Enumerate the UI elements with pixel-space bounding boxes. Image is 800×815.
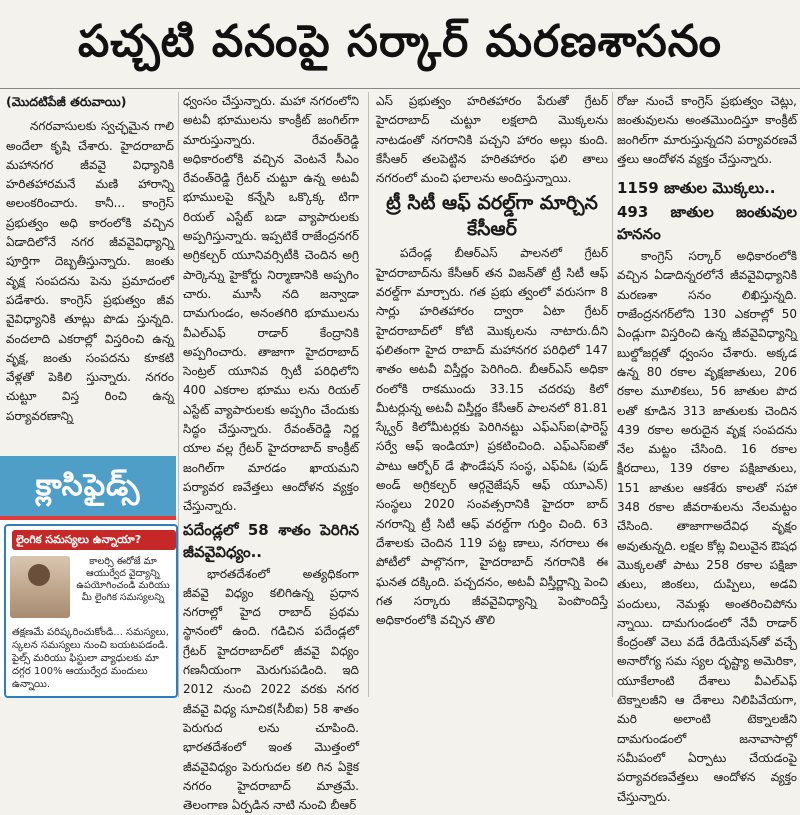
article-column-3 [376,92,608,697]
paragraph: రోజు నుంచే కాంగ్రెస్ ప్రభుత్వం చెట్లు, జంతువులను అంతమొందిస్తూ కాంక్రీట్ జంగిల్‌గా మారుస్తున్నదని పర్యావరణవే త్తలు ఆందోళన వ్యక్తం చేస్తున్నారు. [617,94,797,166]
headline: పచ్చటి వనంపై సర్కార్ మరణశాసనం [77,16,722,67]
headline-rule [0,88,800,89]
classified-ad [4,524,178,698]
boxed-subheading: ట్రీ సిటీ ఆఫ్ వరల్డ్‌గా మార్చిన కేసీఆర్ [386,192,598,241]
subheading: 1159 జాతుల మొక్కలు.. [617,179,776,198]
paragraph: నగరవాసులకు స్వచ్ఛమైన గాలి అందేలా కృషి చేశారు. హైదరాబాద్ మహానగర జీవవై విధ్యానికి హరితహారమనే మణి హారాన్ని అలంకరించారు. కానీ... కాంగ్రెస్ ప్రభుత్వం అధి కారంలోకి వచ్చిన ఏడాదిలోనే నగర జీవవైవిధ్యాన్ని పూర్తిగా దెబ్బతీస్తున్నారు. జంతు వృక్ష సంపదను పెను ప్రమాదంలో పడేశారు. కాంగ్రెస్ ప్రభుత్వం జీవ వైవిధ్యానికి తూట్లు పొడు స్తున్నది. వందలాది ఎకరాల్లో విస్తరించి ఉన్న వృక్ష, జంతు సంపదను కూకటి వేళ్లతో పెకిలి స్తున్నారు. నగరం చుట్టూ విస్త రించి ఉన్న పర్యావరణాన్ని [6,119,174,423]
column-divider [612,92,613,697]
classifieds-title: క్లాసిఫైడ్స్ [0,456,176,516]
paragraph: భారతదేశంలో అత్యధికంగా జీవవై విధ్యం కలిగిఉన్న ప్రధాన నగరాల్లో హైద రాబాద్ ప్రథమ స్థానంలో ఉంది. గడిచిన పదేండ్లలో గ్రేటర్ హైదరాబాద్‌లో జీవవై విధ్యం గణనీయంగా మెరుగుపడింది. ఇది 2012 నుంచి 2022 వరకు నగర జీవవై విధ్య సూచిక(సీబీఐ) 58 శాతం పెరుగుద లను చూపింది. భారతదేశంలో ఇంత మొత్తంలో జీవవైవిధ్యం పెరుగుదల కలి గిన ఏకైక నగరం హైదరాబాద్ మాత్రమే. తెలంగాణ ఏర్పడిన నాటి నుంచి బీఆర్ [183,566,359,813]
classifieds-box [0,456,176,697]
ad-text: కాలర్సి ఈరోజే మా ఆయుర్వేద వైద్యాన్ని ఉపయోగించండి మరియు మీ లైంగిక సమస్యలన్ని [76,556,170,603]
continued-label: (మొదటిపేజీ తరువాయి) [6,94,127,109]
ad-question: లైంగిక సమస్యలు ఉన్నాయా? [12,530,176,550]
column-divider [178,92,179,697]
subheading: పదేండ్లలో 58 శాతం పెరిగిన జీవవైవిధ్యం.. [183,520,359,561]
article-column-2 [183,92,359,813]
paragraph: ఎస్ ప్రభుత్వం హరితహారం పేరుతో గ్రేటర్ హైదరాబాద్ చుట్టూ లక్షలాది మొక్కలను నాటడంతో నగరానికి పచ్చని హారం అల్లు కుంది. కేసీఆర్ తలపెట్టిన హరితహారం ఫలి తాలు నగరంలో మంచి ఫలాలను అందిస్తున్నాయి. [376,94,608,186]
subheading: 493 జాతుల జంతువుల హననం [617,203,797,244]
article-column-4 [617,92,797,804]
paragraph: పదేండ్ల బీఆర్ఎస్ పాలనలో గ్రేటర్ హైదరాబాద్‌ను కేసీఆర్ తన విజన్‌తో ట్రీ సిటీ ఆఫ్ వరల్డ్‌గా మార్చారు. గత ప్రభు త్వంలో వరుసగా 8 సార్లు హరితహారం ద్వారా ఏటా గ్రేటర్ హైదరాబాద్‌లో కోటి మొక్కలను నాటారు.దీని ఫలితంగా హైద రాబాద్ మహానగర పరిధిలో 147 శాతం అటవీ విస్తీర్ణం పెరిగింది. బీఆర్ఎస్ అధికా రంలోకి రాకముందు 33.15 చదరపు కిలో మీటర్లున్న అటవీ విస్తీర్ణం కేసీఆర్ పాలనలో 81.81 స్క్వేర్ కిలోమీటర్లకు పెరిగినట్టు ఎఫ్ఎస్ఐ(ఫారెస్ట్ సర్వే ఆఫ్ ఇండియా) ప్రకటించింది. ఎఫ్ఎస్ఐతో పాటు ఆర్బోర్ డే ఫౌండేషన్ సంస్థ, ఎఫ్ఏఓ (ఫుడ్ అండ్ అగ్రికల్చర్ ఆర్గనైజేషన్ ఆఫ్ యూఎన్) సంస్థలు 2020 సంవత్సరానికి హైదరా బాద్ నగరాన్ని ట్రీ సిటీ ఆఫ్ వరల్డ్‌గా గుర్తిం చింది. 63 దేశాలకు చెందిన 119 పట్ట ణాలు, నగరాలు ఈ పోటీలో పాల్గొనగా, హైదరాబాద్ నగరానికి ఈ ఘనత దక్కింది. పచ్చదనం, అటవీ విస్తీర్ణాన్ని పెంచి గత సర్కారు జీవవైవిధ్యాన్ని పెంపొందిస్తే అధికారంలోకి వచ్చిన తొలి [376,246,608,628]
article-column-1 [6,92,174,447]
ad-photo [10,556,70,618]
classifieds-strip [0,516,176,520]
column-divider [368,92,369,697]
paragraph: కాంగ్రెస్ సర్కార్ అధికారంలోకి వచ్చిన ఏడాదిన్నరలోనే జీవవైవిధ్యానికి మరణశా సనం లిఖిస్తున్నది. రాజేంద్రనగర్‌లోని 130 ఎకరాల్లో 50 ఏండ్లుగా విస్తరించి ఉన్న జీవవైవిధ్యాన్ని బుల్డోజర్లతో ధ్వంసం చేశారు. అక్కడ ఉన్న 80 రకాల వృక్షజాతులు, 206 రకాల మూలికలు, 56 జాతుల పొద లతో కూడిన 313 జాతులకు చెందిన 439 రకాల అరుదైన వృక్ష సంపదను నేల మట్టం చేసింది. 16 రకాల క్షీరదాలు, 139 రకాల పక్షిజాతులు, 151 జాతుల ఆకశేరు కాలతో సహా 348 రకాల జీవరాశులను నేలమట్టం చేసింది. తాజాగాఅదేవిధ వృక్షం అవుతున్నది. లక్షల కోట్ల విలువైన ఔషధ మొక్కలతో పాటు 258 రకాల పక్షిజా తులు, జింకలు, దుప్పిలు, అడవి పందులు, నెమళ్లు అంతరించిపోను న్నాయి. దామగుండంలో నేవీ రాడార్ కేంద్రంతో వెలు వడే రేడియేషన్‌తో వచ్చే అనారోగ్య సమ స్యల దృష్ట్యా అమెరికా, యూకేలాంటి దేశాలు వీఎల్ఎఫ్ టెక్నాలజీని ఆ దేశాలు నిలిపివేయగా, మరి అలాంటి టెక్నాలజీని దామగుండంలో జనావాసాల్లో సమీపంలో ఏర్పాటు చేయడంపై పర్యావరణవేత్తలు ఆందోళన వ్యక్తం చేస్తున్నారు. [617,249,797,804]
ad-text-body: తక్షణమే పరిష్కరించుకోండి... సమస్యలు, స్కలన సమస్యలు నుంచి బయటపడండి. పైల్స్ మరియు ఫిస్టులా వ్యాధులకు మా దగ్గర 100% ఆయుర్వేద మందులు ఉన్నాయి. [12,627,169,690]
paragraph: ధ్వంసం చేస్తున్నారు. మహా నగరంలోని అటవీ భూములను కాంక్రీట్ జంగిల్‌గా మారుస్తున్నారు. రేవంత్‌రెడ్డి అధికారంలోకి వచ్చిన వెంటనే సీఎం రేవంత్‌రెడ్డి గ్రేటర్ చుట్టూ ఉన్న అటవీ భూములపై కన్నేసి ఒక్కొక్క టిగా రియల్ ఎస్టేట్ బడా వ్యాపారులకు అప్పగిస్తున్నారు. ఇప్పటికే రాజేంద్రనగర్ అగ్రికల్చర్ యూనివర్సిటీకి చెందిన అగ్రి పార్కెన్ను హైకోర్టు నిర్మాణానికి అప్పగిం చారు. మూసీ నది జన్వాడా దామగుండం, అనంతగిరి భూములను వీఎల్ఎఫ్ రాడార్ కేంద్రానికి అప్పగించారు. తాజాగా హైదరాబాద్ సెంట్రల్ యూనివ ర్సిటీ పరిధిలోని 400 ఎకరాల భూము లను రియల్ ఎస్టేట్ వ్యాపారులకు అప్పగిం చేందుకు సిద్ధం చేస్తున్నారు. రేవంత్‌రెడ్డి నిర్ణ యాల వల్ల గ్రేటర్ హైదరాబాద్ కాంక్రీట్ జంగిల్‌గా మారడం ఖాయమని పర్యావర ణవేత్తలు ఆందోళన వ్యక్తం చేస్తున్నారు. [183,94,359,514]
